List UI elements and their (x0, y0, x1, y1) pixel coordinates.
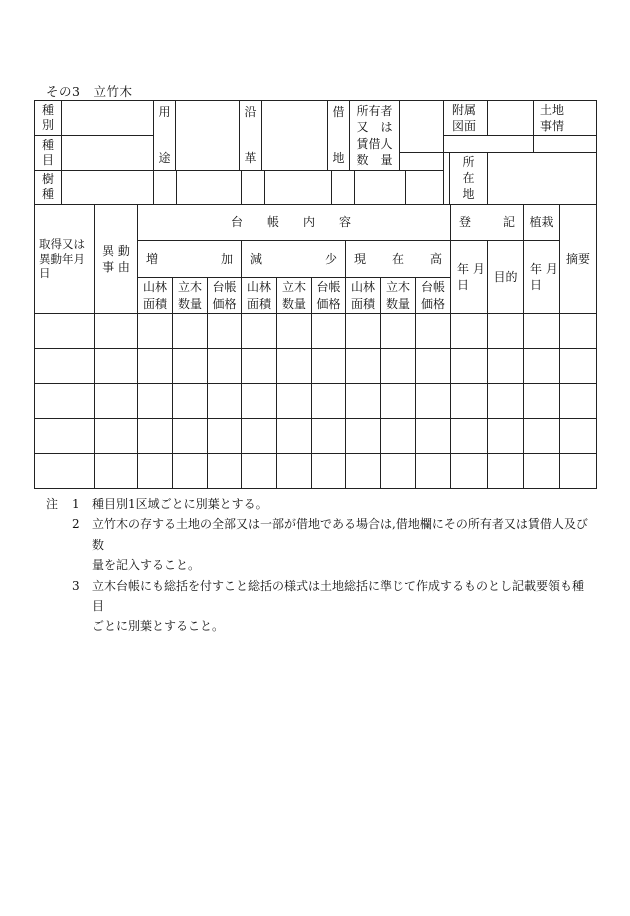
ledger-row (35, 314, 597, 349)
ledger-cell[interactable] (138, 314, 173, 349)
ledger-cell[interactable] (208, 314, 242, 349)
ledger-cell[interactable] (35, 454, 95, 489)
ledger-cell[interactable] (416, 454, 451, 489)
ledger-cell[interactable] (560, 384, 597, 419)
ledger-cell[interactable] (35, 384, 95, 419)
shozaichi-field[interactable] (488, 153, 597, 205)
ledger-cell[interactable] (416, 314, 451, 349)
ledger-cell[interactable] (451, 384, 488, 419)
ledger-cell[interactable] (277, 349, 312, 384)
ledger-cell[interactable] (95, 454, 138, 489)
gen-header: 減 少 (242, 241, 346, 278)
ledger-cell[interactable] (416, 349, 451, 384)
fuzoku-zumen-label: 附属 図面 (444, 101, 488, 136)
ledger-cell[interactable] (312, 384, 346, 419)
ledger-cell[interactable] (277, 419, 312, 454)
jushu-label: 樹種 (35, 171, 62, 205)
zou-ryuboku-suuryou: 立木 数量 (173, 278, 208, 314)
ledger-cell[interactable] (560, 454, 597, 489)
you-to-label: 用 途 (154, 101, 176, 171)
ledger-cell[interactable] (451, 419, 488, 454)
form-title: その3 立竹木 (46, 84, 133, 99)
ledger-cell[interactable] (381, 454, 416, 489)
ledger-cell[interactable] (208, 454, 242, 489)
shakuchi-label: 借 地 (328, 101, 350, 171)
enkaku-label: 沿 革 (240, 101, 262, 171)
shumoku-label: 種目 (35, 136, 62, 171)
ledger-cell[interactable] (277, 384, 312, 419)
ledger-cell[interactable] (346, 349, 381, 384)
jushu-field[interactable] (62, 171, 154, 205)
ledger-cell[interactable] (312, 349, 346, 384)
acquire-date-header: 取得又は異動年月日 (35, 205, 95, 314)
ledger-cell[interactable] (35, 314, 95, 349)
ledger-cell[interactable] (312, 419, 346, 454)
ledger-cell[interactable] (312, 314, 346, 349)
ledger-cell[interactable] (95, 314, 138, 349)
genzai-daichou-kakaku: 台帳 価格 (416, 278, 451, 314)
shumoku-field[interactable] (62, 136, 154, 171)
genzai-ryuboku-suuryou: 立木 数量 (381, 278, 416, 314)
ledger-cell[interactable] (488, 314, 524, 349)
fuzoku-zumen-field[interactable] (488, 101, 534, 136)
mokuteki-header: 目的 (488, 241, 524, 314)
ledger-cell[interactable] (95, 349, 138, 384)
ledger-cell[interactable] (173, 384, 208, 419)
shokusai-header: 植栽 (524, 205, 560, 241)
ledger-cell[interactable] (346, 454, 381, 489)
ledger-cell[interactable] (560, 314, 597, 349)
ledger-cell[interactable] (242, 419, 277, 454)
tekiyou-header: 摘要 (560, 205, 597, 314)
note-3-cont: ごとに別葉とすること。 (92, 619, 225, 634)
blank-1 (444, 136, 534, 153)
shozaichi-label: 所 在 地 (450, 153, 488, 205)
ledger-cell[interactable] (242, 314, 277, 349)
gen-daichou-kakaku: 台帳 価格 (312, 278, 346, 314)
ledger-cell[interactable] (524, 314, 560, 349)
ledger-row (35, 419, 597, 454)
ledger-cell[interactable] (346, 384, 381, 419)
owner-field-2[interactable] (400, 153, 444, 171)
ledger-cell[interactable] (312, 454, 346, 489)
shokusai-date-header: 年 月 日 (524, 241, 560, 314)
zou-daichou-kakaku: 台帳 価格 (208, 278, 242, 314)
ledger-cell[interactable] (560, 419, 597, 454)
ledger-cell[interactable] (381, 384, 416, 419)
ledger-cell[interactable] (451, 314, 488, 349)
you-to-field[interactable] (176, 101, 240, 171)
ledger-table (34, 204, 597, 489)
ledger-cell[interactable] (95, 384, 138, 419)
ledger-cell[interactable] (524, 349, 560, 384)
ledger-cell[interactable] (524, 384, 560, 419)
tochi-jijou-field[interactable] (534, 136, 597, 153)
ledger-row (35, 454, 597, 489)
note-1: 注 1 種目別1区域ごとに別葉とする。 (46, 497, 268, 511)
ledger-cell[interactable] (416, 419, 451, 454)
ledger-cell[interactable] (173, 454, 208, 489)
ledger-cell[interactable] (488, 419, 524, 454)
ledger-cell[interactable] (346, 314, 381, 349)
ledger-cell[interactable] (381, 349, 416, 384)
ledger-cell[interactable] (451, 454, 488, 489)
gen-ryuboku-suuryou: 立木 数量 (277, 278, 312, 314)
owner-label: 所有者 又 は 賃借人 数 量 (350, 101, 400, 171)
ledger-cell[interactable] (138, 384, 173, 419)
ledger-cell[interactable] (524, 454, 560, 489)
ledger-cell[interactable] (346, 419, 381, 454)
tochi-jijou-label: 土地 事情 (534, 101, 597, 136)
gen-sanrin-menseki: 山林 面積 (242, 278, 277, 314)
daichou-naiyou-header: 台 帳 内 容 (138, 205, 451, 241)
touki-header: 登 記 (451, 205, 524, 241)
touki-date-header: 年 月 日 (451, 241, 488, 314)
ledger-body (35, 314, 597, 489)
ledger-cell[interactable] (277, 314, 312, 349)
reason-header: 異 動 事 由 (95, 205, 138, 314)
ledger-cell[interactable] (277, 454, 312, 489)
shubetsu-field[interactable] (62, 101, 154, 136)
genzai-header: 現 在 高 (346, 241, 451, 278)
ledger-cell[interactable] (242, 349, 277, 384)
ledger-cell[interactable] (138, 454, 173, 489)
owner-field[interactable] (400, 101, 444, 153)
ledger-cell[interactable] (242, 384, 277, 419)
shubetsu-label: 種別 (35, 101, 62, 136)
ledger-row (35, 384, 597, 419)
ledger-cell[interactable] (138, 349, 173, 384)
ledger-cell[interactable] (138, 419, 173, 454)
ledger-cell[interactable] (208, 419, 242, 454)
ledger-cell[interactable] (488, 349, 524, 384)
header-table (34, 100, 597, 205)
upper-spacer (154, 171, 444, 205)
ledger-cell[interactable] (173, 314, 208, 349)
ledger-cell[interactable] (35, 419, 95, 454)
ledger-cell[interactable] (381, 419, 416, 454)
ledger-cell[interactable] (488, 454, 524, 489)
ledger-cell[interactable] (95, 419, 138, 454)
zou-header: 増 加 (138, 241, 242, 278)
ledger-cell[interactable] (451, 349, 488, 384)
ledger-cell[interactable] (208, 349, 242, 384)
ledger-cell[interactable] (416, 384, 451, 419)
ledger-cell[interactable] (173, 349, 208, 384)
notes (46, 494, 594, 637)
ledger-cell[interactable] (524, 419, 560, 454)
ledger-cell[interactable] (381, 314, 416, 349)
zou-sanrin-menseki: 山林 面積 (138, 278, 173, 314)
note-2-cont: 量を記入すること。 (92, 558, 201, 573)
ledger-cell[interactable] (242, 454, 277, 489)
ledger-cell[interactable] (560, 349, 597, 384)
ledger-cell[interactable] (208, 384, 242, 419)
enkaku-field[interactable] (262, 101, 328, 171)
genzai-sanrin-menseki: 山林 面積 (346, 278, 381, 314)
ledger-cell[interactable] (173, 419, 208, 454)
note-3: 3 立木台帳にも総括を付すこと総括の様式は土地総括に準じて作成するものとし記載要領も種目 (72, 578, 585, 613)
ledger-cell[interactable] (35, 349, 95, 384)
note-2: 2 立竹木の存する土地の全部又は一部が借地である場合は,借地欄にその所有者又は賃借人及び数 (72, 517, 588, 552)
ledger-row (35, 349, 597, 384)
ledger-cell[interactable] (488, 384, 524, 419)
